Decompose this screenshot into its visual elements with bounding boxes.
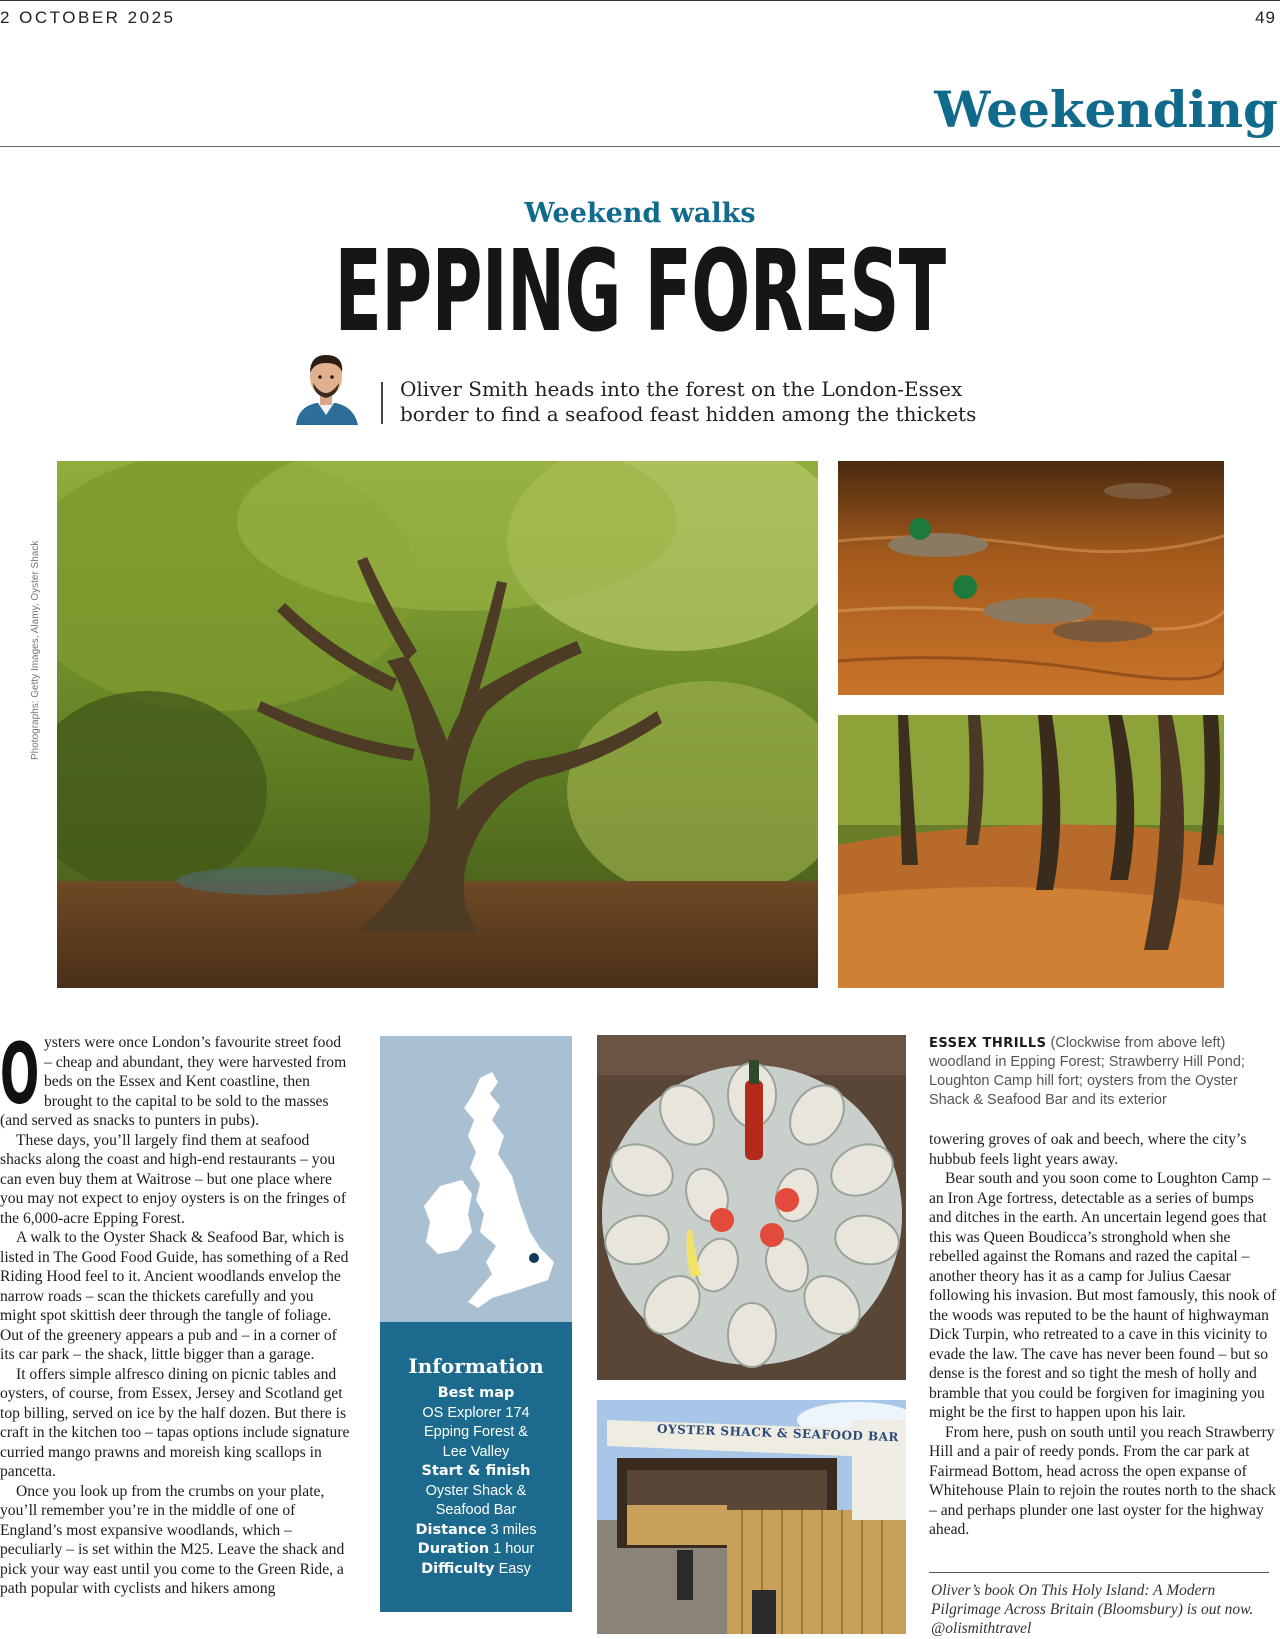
folio-date: 2 OCTOBER 2025 <box>0 8 176 27</box>
drop-cap: O <box>0 1025 40 1123</box>
book-note: Oliver’s book On This Holy Island: A Modern Pilgrimage Across Britain (Bloomsbury) is out now. @olismithtravel <box>931 1582 1254 1637</box>
photo-oyster-shack-exterior <box>597 1400 906 1634</box>
start-value: Oyster Shack & Seafood Bar <box>425 1482 527 1518</box>
great-britain-shape <box>464 1072 554 1308</box>
distance-label: Distance <box>415 1521 487 1538</box>
photo-loughton-camp <box>838 715 1224 988</box>
duration-value: 1 hour <box>493 1541 535 1557</box>
photo-oak-woodland <box>57 461 818 988</box>
locator-map <box>380 1036 572 1322</box>
top-rule <box>0 0 1280 1</box>
paragraph-1: Oysters were once London’s favourite street food – cheap and abundant, they were harvested from beds on the Essex and Kent coastline, then brought to the capital to be sold to the masses (and served as snacks to punters in pubs). <box>0 1025 347 1129</box>
paragraph-6: towering groves of oak and beech, where the city’s hubbub feels light years away. <box>929 1131 1247 1168</box>
photo-credit: Photographs: Getty Images, Alamy, Oyster Shack <box>30 540 41 760</box>
start-label: Start & finish <box>421 1463 531 1479</box>
paragraph-5: Once you look up from the crumbs on your plate, you’ll remember you’re in the middle of one of England’s most expansive woodlands, which – peculiarly – is set within the M25. Leave the shack and pick your way east until you come to the Green Ride, a path popular with cyclists and hikers among <box>0 1482 345 1597</box>
photo-strawberry-hill-pond <box>838 461 1224 695</box>
section-title: Weekending <box>934 80 1278 139</box>
paragraph-7: Bear south and you soon come to Loughton Camp – an Iron Age fortress, detectable as a series of bumps and ditches in the earth. An uncertain legend goes that this was Queen Boudicca’s stronghold when she rebelled against the Romans and razed the capital – another theory has it as a camp for Julius Caesar following his invasion. But most famously, this nook of the woods was reputed to be the haunt of highwayman Dick Turpin, who retreated to a cave in this vicinity to evade the law. The cave has never been found – but so dense is the forest and so tight the mesh of holly and bramble that you could be forgiven for imagining you might be the first to happen upon his lair. <box>929 1170 1277 1421</box>
distance-value: 3 miles <box>490 1521 537 1538</box>
caption-label: ESSEX THRILLS <box>929 1036 1047 1051</box>
best-map-value: OS Explorer 174 Epping Forest & Lee Valley <box>422 1404 530 1460</box>
section-rule <box>0 146 1280 147</box>
shack-sign-text: OYSTER SHACK & SEAFOOD BAR <box>656 1421 900 1445</box>
tabasco-bottle <box>745 1080 763 1160</box>
author-avatar <box>288 345 364 425</box>
article-column-1 <box>0 1025 352 1599</box>
difficulty-value: Easy <box>498 1560 531 1577</box>
book-note-rule <box>929 1572 1269 1573</box>
ireland-shape <box>424 1180 472 1254</box>
headline: EPPING FOREST <box>334 227 946 357</box>
page-number: 49 <box>1255 8 1276 27</box>
info-body <box>380 1384 572 1579</box>
standfirst-rule <box>381 382 383 424</box>
paragraph-4: It offers simple alfresco dining on picnic tables and oysters, of course, from Essex, Jersey and Scotland get top billing, served on ice by the half dozen. But there is craft in the kitchen too – tapas options include signature curried mango prawns and moreish king scallops in pancetta. <box>0 1365 350 1480</box>
article-column-2 <box>929 1130 1279 1540</box>
paragraph-2: These days, you’ll largely find them at seafood shacks along the coast and high-end restaurants – you can even buy them at Waitrose – but one place where you may not expect to enjoy oysters is on the fringes of the 6,000-acre Epping Forest. <box>0 1131 347 1227</box>
location-marker <box>529 1253 539 1263</box>
duration-label: Duration <box>417 1541 490 1557</box>
photo-oysters <box>597 1035 906 1380</box>
paragraph-8: From here, push on south until you reach Strawberry Hill and a pair of reedy ponds. From the car park at Fairmead Bottom, head across the open expanse of Whitehouse Plain to rejoin the routes north to the shack – and perhaps plunder one last oyster for the highway ahead. <box>929 1423 1276 1538</box>
caption-text: (Clockwise from above left) woodland in Epping Forest; Strawberry Hill Pond; Loughton Camp hill fort; oysters from the Oyster Shack & Seafood Bar and its exterior <box>929 1035 1245 1108</box>
info-title: Information <box>408 1354 544 1378</box>
photo-caption <box>929 1034 1269 1110</box>
difficulty-label: Difficulty <box>421 1560 495 1577</box>
best-map-label: Best map <box>437 1385 515 1401</box>
bollard <box>677 1550 693 1600</box>
paragraph-3: A walk to the Oyster Shack & Seafood Bar, which is listed in The Good Food Guide, has something of a Red Riding Hood feel to it. Ancient woodlands envelop the narrow roads – scan the thickets carefully and you might spot skittish deer through the tangle of foliage. Out of the greenery appears a pub and – in a corner of its car park – the shack, little bigger than a garage. <box>0 1229 349 1363</box>
information-box <box>380 1322 572 1612</box>
kicker: Weekend walks <box>524 198 756 229</box>
standfirst: Oliver Smith heads into the forest on the London-Essex border to find a seafood feast hidden among the thickets <box>400 377 977 426</box>
